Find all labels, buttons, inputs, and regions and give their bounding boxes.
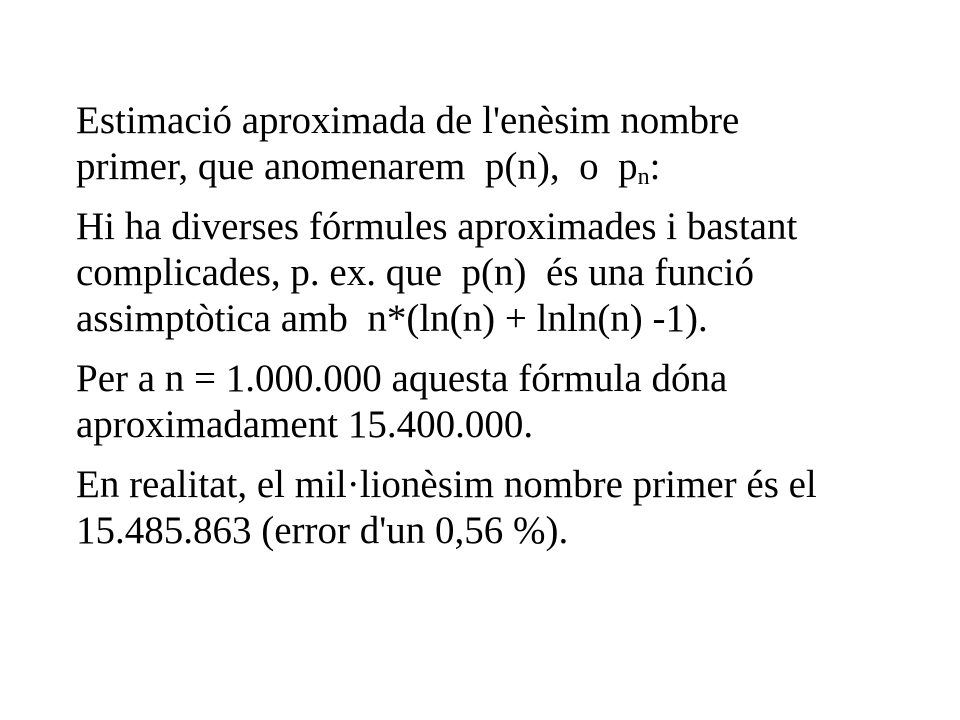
text-fragment: : bbox=[649, 145, 661, 188]
paragraph-formula bbox=[76, 204, 936, 342]
text-line: Estimació aproximada de l'enèsim nombre bbox=[76, 99, 740, 142]
paragraph-actual-value bbox=[76, 462, 936, 554]
paragraph-definition bbox=[76, 98, 936, 190]
slide-body bbox=[76, 98, 936, 568]
text-line: complicades, p. ex. que p(n) és una funció bbox=[76, 251, 754, 294]
text-line: 15.485.863 (error d'un 0,56 %). bbox=[76, 509, 569, 552]
text-line: Per a n = 1.000.000 aquesta fórmula dóna bbox=[76, 357, 728, 400]
text-line-with-subscript bbox=[76, 144, 936, 190]
text-line: En realitat, el mil·lionèsim nombre primer és el bbox=[76, 463, 817, 506]
text-line: aproximadament 15.400.000. bbox=[76, 403, 534, 446]
text-line: Hi ha diverses fórmules aproximades i bastant bbox=[76, 205, 798, 248]
text-line: assimptòtica amb n*(ln(n) + lnln(n) -1). bbox=[76, 297, 708, 340]
text-fragment: primer, que anomenarem p(n), o p bbox=[76, 145, 638, 188]
subscript-n: n bbox=[637, 164, 650, 190]
paragraph-estimate bbox=[76, 356, 936, 448]
